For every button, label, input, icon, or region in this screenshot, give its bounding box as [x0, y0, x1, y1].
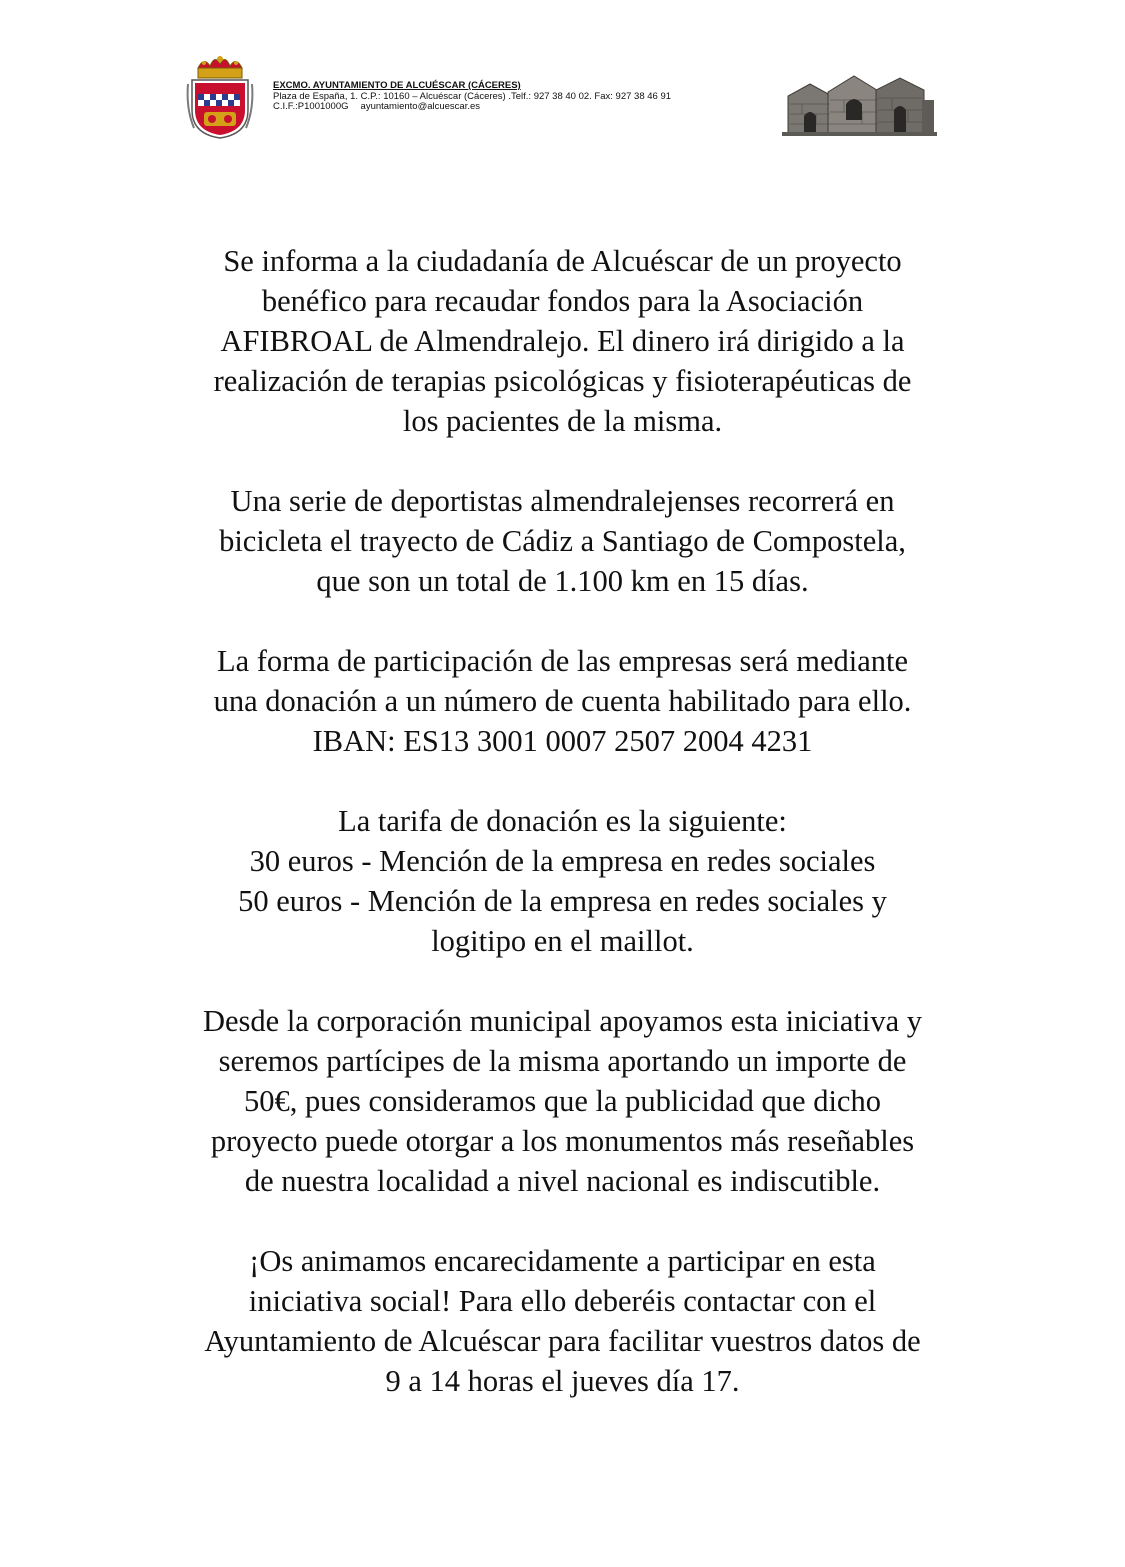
coat-of-arms-icon [186, 54, 254, 140]
rate-line: 50 euros - Mención de la empresa en redes sociales y [238, 884, 887, 918]
paragraph-municipal-support [140, 1001, 985, 1201]
paragraph-call-to-action [140, 1241, 985, 1401]
text-line: seremos partícipes de la misma aportando un importe de [218, 1044, 907, 1078]
text-line: La forma de participación de las empresas será mediante [216, 644, 908, 678]
cif-number: C.I.F.:P1001000G [273, 101, 349, 112]
address-line: Plaza de España, 1. C.P.: 10160 – Alcuéscar (Cáceres) .Telf.: 927 38 40 02. Fax: 927 38 46 91 [273, 90, 672, 102]
text-line: 50€, pues consideramos que la publicidad que dicho [244, 1084, 881, 1118]
text-line: proyecto puede otorgar a los monumentos más reseñables [210, 1124, 915, 1158]
organization-name: EXCMO. AYUNTAMIENTO DE ALCUÉSCAR (CÁCERES) [273, 80, 521, 91]
text-line: iniciativa social! Para ello deberéis contactar con el [248, 1284, 877, 1318]
text-line: Ayuntamiento de Alcuéscar para facilitar vuestros datos de [204, 1324, 921, 1358]
fiscal-contact-line [273, 102, 773, 113]
paragraph-project [140, 241, 985, 441]
rate-line: 30 euros - Mención de la empresa en redes sociales [249, 844, 876, 878]
text-line: de nuestra localidad a nivel nacional es indiscutible. [244, 1164, 881, 1198]
text-line: una donación a un número de cuenta habilitado para ello. [213, 684, 912, 718]
text-line: La tarifa de donación es la siguiente: [338, 804, 787, 838]
paragraph-donation-rates [140, 801, 985, 961]
organization-info [273, 81, 773, 113]
text-line: 9 a 14 horas el jueves día 17. [385, 1364, 740, 1398]
text-line: Se informa a la ciudadanía de Alcuéscar de un proyecto [223, 244, 902, 278]
text-line: AFIBROAL de Almendralejo. El dinero irá dirigido a la [220, 324, 905, 358]
paragraph-route [140, 481, 985, 601]
text-line: benéfico para recaudar fondos para la Asociación [261, 284, 864, 318]
text-line: ¡Os animamos encarecidamente a participar en esta [249, 1244, 876, 1278]
iban-line: IBAN: ES13 3001 0007 2507 2004 4231 [312, 724, 813, 758]
text-line: realización de terapias psicológicas y fisioterapéuticas de [213, 364, 912, 398]
text-line: los pacientes de la misma. [402, 404, 723, 438]
paragraph-participation [140, 641, 985, 761]
text-line: que son un total de 1.100 km en 15 días. [316, 564, 809, 598]
text-line: Una serie de deportistas almendralejenses recorrerá en [230, 484, 895, 518]
text-line: bicicleta el trayecto de Cádiz a Santiago de Compostela, [219, 524, 906, 558]
text-line: logitipo en el maillot. [431, 924, 694, 958]
announcement-body [140, 241, 985, 1441]
monument-image [782, 70, 937, 136]
email-address: ayuntamiento@alcuescar.es [360, 101, 481, 112]
text-line: Desde la corporación municipal apoyamos esta iniciativa y [202, 1004, 923, 1038]
letterhead [0, 0, 1125, 150]
